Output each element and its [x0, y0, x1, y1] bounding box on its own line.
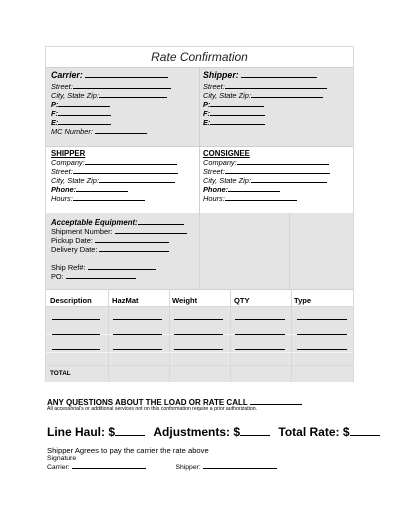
equipment-heading: Acceptable Equipment:: [51, 218, 184, 227]
rate-confirmation-form: [45, 46, 354, 382]
table-cell-line[interactable]: [235, 349, 285, 350]
shipper-top-name-line[interactable]: [241, 71, 317, 78]
shipper-top-city: City, State Zip:: [203, 91, 323, 100]
table-cell-line[interactable]: [52, 349, 100, 350]
divider: [291, 289, 292, 382]
consignee-phone: Phone:: [203, 185, 280, 194]
divider: [230, 289, 231, 382]
carrier-fax: F:: [51, 109, 111, 118]
table-cell-line[interactable]: [52, 319, 100, 320]
carrier-email-line[interactable]: [58, 118, 111, 125]
divider: [46, 306, 353, 307]
po-line[interactable]: [66, 272, 136, 279]
consignee-company: Company:: [203, 158, 329, 167]
consignee-street: Street:: [203, 167, 330, 176]
pickup-date-line[interactable]: [95, 236, 169, 243]
shipper-top-city-line[interactable]: [251, 91, 323, 98]
shipper-phone: Phone:: [51, 185, 128, 194]
divider: [199, 146, 200, 213]
total-rate-line[interactable]: [350, 426, 380, 436]
total-label: TOTAL: [50, 370, 71, 377]
adjustments-line[interactable]: [240, 426, 270, 436]
po: PO:: [51, 272, 136, 281]
authorization-note: All accessorial's or additional services not on this conformation require a prior authorization.: [47, 406, 258, 412]
shipper-hours-line[interactable]: [73, 194, 145, 201]
shipper-street-line[interactable]: [73, 167, 178, 174]
consignee-hours-line[interactable]: [225, 194, 297, 201]
shipper-city-line[interactable]: [99, 176, 175, 183]
shipper-signature-line[interactable]: [203, 463, 277, 469]
equipment-line[interactable]: [138, 218, 184, 225]
divider: [199, 68, 200, 146]
carrier-phone: P:: [51, 100, 110, 109]
carrier-fax-line[interactable]: [58, 109, 111, 116]
col-hazmat: HazMat: [112, 296, 139, 305]
table-cell-line[interactable]: [174, 334, 223, 335]
shipment-number: Shipment Number:: [51, 227, 187, 236]
divider: [46, 352, 353, 353]
page-title: Rate Confirmation: [151, 50, 248, 64]
line-haul-line[interactable]: [115, 426, 145, 436]
divider: [169, 289, 170, 382]
shipper-heading: SHIPPER: [51, 149, 86, 158]
divider: [46, 289, 353, 290]
totals-row: Line Haul: $ Adjustments: $ Total Rate: $: [47, 425, 380, 439]
consignee-phone-line[interactable]: [228, 185, 280, 192]
carrier-city-line[interactable]: [99, 91, 167, 98]
pickup-date: Pickup Date:: [51, 236, 169, 245]
table-cell-line[interactable]: [174, 319, 223, 320]
questions-line: ANY QUESTIONS ABOUT THE LOAD OR RATE CALL: [47, 397, 302, 407]
carrier-mc: MC Number:: [51, 127, 147, 136]
col-type: Type: [294, 296, 312, 305]
questions-phone-line[interactable]: [250, 397, 302, 405]
col-qty: QTY: [234, 296, 250, 305]
divider: [289, 213, 290, 289]
delivery-date-line[interactable]: [99, 245, 169, 252]
consignee-city-line[interactable]: [251, 176, 327, 183]
shipper-top-fax-line[interactable]: [210, 109, 265, 116]
shipper-city: City, State Zip:: [51, 176, 175, 185]
carrier-phone-line[interactable]: [58, 100, 110, 107]
carrier-street: Street:: [51, 82, 171, 91]
col-description: Description: [50, 296, 92, 305]
divider: [108, 289, 109, 382]
shipper-top-email: E:: [203, 118, 265, 127]
shipper-phone-line[interactable]: [76, 185, 128, 192]
table-cell-line[interactable]: [297, 349, 347, 350]
consignee-street-line[interactable]: [225, 167, 330, 174]
shipper-top-phone: P:: [203, 100, 264, 109]
shipper-company: Company:: [51, 158, 177, 167]
table-cell-line[interactable]: [235, 334, 285, 335]
shipment-number-line[interactable]: [115, 227, 187, 234]
signature-row: Carrier: Shipper:: [47, 463, 277, 471]
shipper-top-fax: F:: [203, 109, 265, 118]
table-cell-line[interactable]: [297, 334, 347, 335]
table-cell-line[interactable]: [113, 319, 162, 320]
shipper-company-line[interactable]: [85, 158, 177, 165]
consignee-company-line[interactable]: [237, 158, 329, 165]
carrier-email: E:: [51, 118, 111, 127]
carrier-signature-line[interactable]: [72, 463, 146, 469]
shipper-street: Street:: [51, 167, 178, 176]
consignee-city: City, State Zip:: [203, 176, 327, 185]
shipper-top-street: Street:: [203, 82, 327, 91]
table-cell-line[interactable]: [297, 319, 347, 320]
shipper-top-street-line[interactable]: [225, 82, 327, 89]
carrier-street-line[interactable]: [73, 82, 171, 89]
shipper-top-heading: Shipper:: [203, 71, 317, 80]
signature-label: Signature: [47, 455, 77, 462]
title-row: [46, 47, 353, 68]
shipper-top-email-line[interactable]: [210, 118, 265, 125]
shipper-top-phone-line[interactable]: [210, 100, 264, 107]
table-cell-line[interactable]: [174, 349, 223, 350]
carrier-city: City, State Zip:: [51, 91, 167, 100]
delivery-date: Delivery Date:: [51, 245, 169, 254]
consignee-heading: CONSIGNEE: [203, 149, 250, 158]
divider: [46, 365, 353, 366]
ship-ref-line[interactable]: [88, 263, 156, 270]
col-weight: Weight: [172, 296, 198, 305]
table-cell-line[interactable]: [235, 319, 285, 320]
table-cell-line[interactable]: [113, 349, 162, 350]
divider: [199, 213, 200, 289]
table-cell-line[interactable]: [52, 334, 100, 335]
table-cell-line[interactable]: [113, 334, 162, 335]
consignee-hours: Hours:: [203, 194, 297, 203]
shipper-hours: Hours:: [51, 194, 145, 203]
table-body: [46, 306, 353, 382]
carrier-heading: Carrier:: [51, 71, 168, 80]
agreement-text: Shipper Agrees to pay the carrier the rate above: [47, 446, 209, 455]
carrier-name-line[interactable]: [85, 71, 168, 78]
ship-ref: Ship Ref#:: [51, 263, 156, 272]
carrier-mc-line[interactable]: [95, 127, 147, 134]
